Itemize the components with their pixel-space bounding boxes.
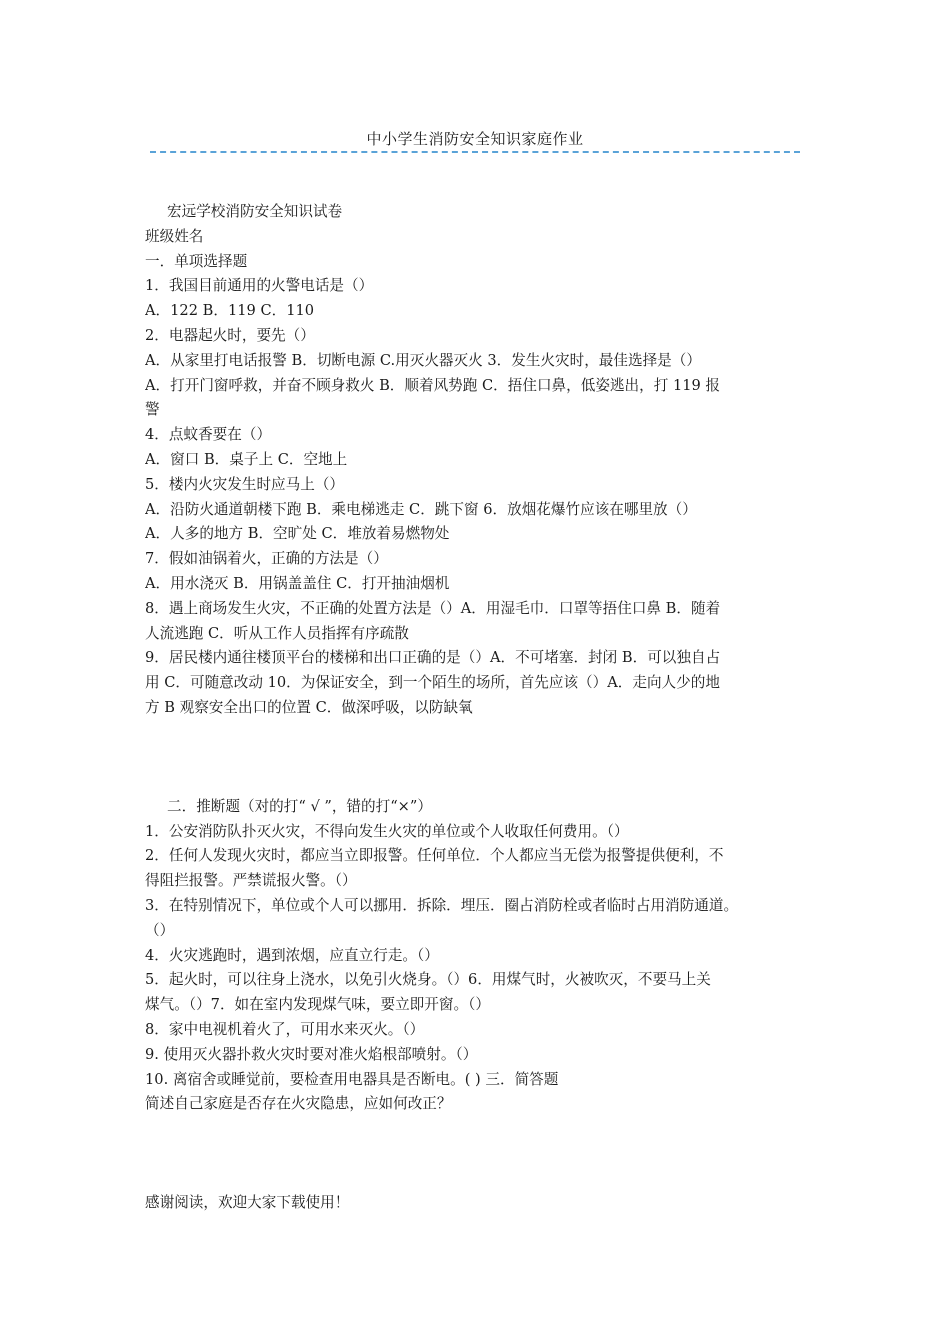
class-name-line: 班级姓名 bbox=[145, 227, 204, 245]
statement-line: 煤气。（）7．如在室内发现煤气味，要立即开窗。（） bbox=[145, 996, 490, 1014]
title-divider bbox=[150, 151, 800, 153]
option-line: A．打开门窗呼救，并奋不顾身救火 B．顺着风势跑 C．捂住口鼻，低姿逃出，打 119 报 bbox=[145, 376, 721, 394]
document-title: 中小学生消防安全知识家庭作业 bbox=[366, 130, 584, 148]
statement-line: 9. 使用灭火器扑救火灾时要对准火焰根部喷射。（） bbox=[145, 1045, 478, 1063]
closing-note: 感谢阅读，欢迎大家下载使用！ bbox=[145, 1194, 350, 1212]
question-line: 9．居民楼内通往楼顶平台的楼梯和出口正确的是（）A．不可堵塞．封闭 B．可以独自占 bbox=[145, 649, 721, 667]
statement-line: 10. 离宿舍或睡觉前，要检查用电器具是否断电。( ) 三．简答题 bbox=[145, 1070, 559, 1088]
statement-line: 3．在特别情况下，单位或个人可以挪用．拆除．埋压．圈占消防栓或者临时占用消防通道。 bbox=[145, 896, 739, 914]
section-heading: 一．单项选择题 bbox=[145, 252, 248, 270]
document-body bbox=[145, 200, 807, 1216]
statement-line: （） bbox=[145, 921, 175, 939]
exam-title: 宏远学校消防安全知识试卷 bbox=[167, 203, 343, 220]
statement-line: 8．家中电视机着火了，可用水来灭火。（） bbox=[145, 1020, 425, 1038]
short-answer-question: 简述自己家庭是否存在火灾隐患，应如何改正？ bbox=[145, 1095, 452, 1113]
option-line: 人流逃跑 C．听从工作人员指挥有序疏散 bbox=[145, 624, 409, 642]
option-line: A．人多的地方 B．空旷处 C．堆放着易燃物处 bbox=[145, 525, 450, 543]
section-spacer bbox=[145, 1117, 807, 1191]
question-line: 7．假如油锅着火，正确的方法是（） bbox=[145, 550, 388, 568]
option-line: 方 B 观察安全出口的位置 C．做深呼吸，以防缺氧 bbox=[145, 698, 473, 716]
option-line: A．窗口 B．桌子上 C．空地上 bbox=[145, 450, 348, 468]
statement-line: 得阻拦报警。严禁谎报火警。（） bbox=[145, 872, 357, 890]
option-line: A．122 B．119 C．110 bbox=[145, 302, 315, 320]
statement-line: 5．起火时，可以往身上浇水，以免引火烧身。（）6．用煤气时，火被吹灭，不要马上关 bbox=[145, 971, 711, 989]
option-line: 警 bbox=[145, 401, 160, 419]
section-spacer bbox=[145, 721, 807, 795]
question-line: 2．电器起火时，要先（） bbox=[145, 326, 315, 344]
statement-line: 2．任何人发现火灾时，都应当立即报警。任何单位．个人都应当无偿为报警提供便利，不 bbox=[145, 847, 724, 865]
statement-line: 4．火灾逃跑时，遇到浓烟，应直立行走。（） bbox=[145, 946, 439, 964]
question-line: 4．点蚊香要在（） bbox=[145, 426, 272, 444]
question-line: 1．我国目前通用的火警电话是（） bbox=[145, 277, 374, 295]
option-line: A．沿防火通道朝楼下跑 B．乘电梯逃走 C．跳下窗 6．放烟花爆竹应该在哪里放（） bbox=[145, 500, 697, 518]
statement-line: 1．公安消防队扑灭火灾，不得向发生火灾的单位或个人收取任何费用。（） bbox=[145, 822, 629, 840]
option-line: A．用水浇灭 B．用锅盖盖住 C．打开抽油烟机 bbox=[145, 574, 450, 592]
question-line: 5．楼内火灾发生时应马上（） bbox=[145, 475, 345, 493]
option-line: A．从家里打电话报警 B．切断电源 C.用灭火器灭火 3．发生火灾时，最佳选择是（） bbox=[145, 351, 701, 369]
section-heading: 二．推断题（对的打“ √ ”，错的打“×”） bbox=[167, 797, 432, 815]
question-line: 用 C．可随意改动 10．为保证安全，到一个陌生的场所，首先应该（）A．走向人少的地 bbox=[145, 674, 720, 692]
question-line: 8．遇上商场发生火灾，不正确的处置方法是（）A．用湿毛巾．口罩等捂住口鼻 B．随着 bbox=[145, 599, 721, 617]
